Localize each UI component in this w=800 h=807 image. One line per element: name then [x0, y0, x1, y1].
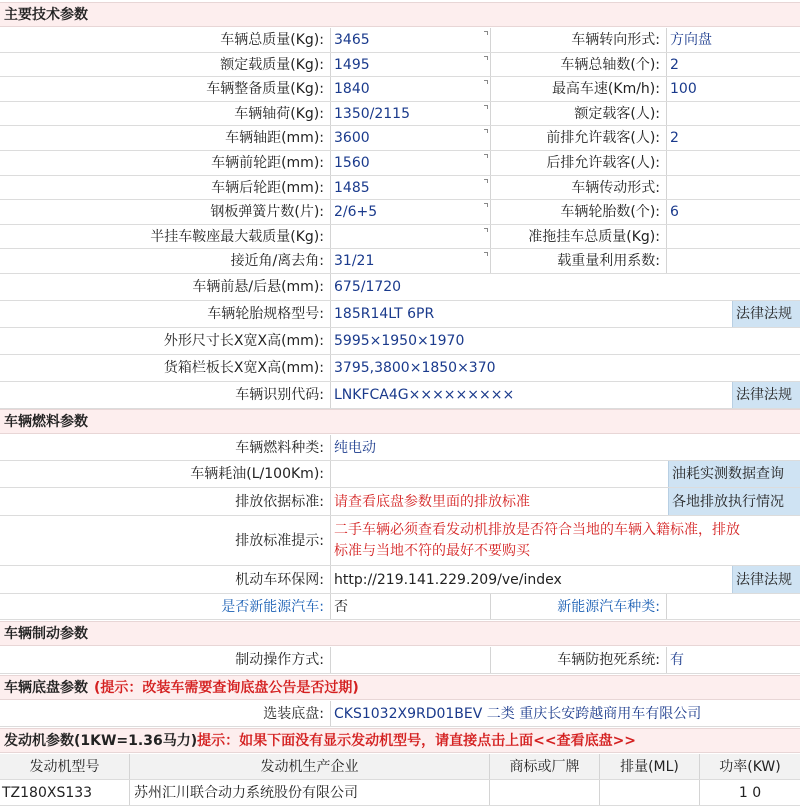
spec-row [0, 77, 800, 102]
spec-row [0, 151, 800, 176]
spec-value-left: 1840 [330, 77, 490, 101]
engine-power: 1 0 [738, 785, 762, 801]
spec-label-right: 载重量利用系数: [490, 249, 666, 273]
new-energy-value: 否 [330, 594, 490, 619]
spec-label-right: 最高车速(Km/h): [490, 77, 666, 101]
spec-value-right [666, 249, 800, 273]
fuel-consumption-query-link[interactable]: 油耗实测数据查询 [668, 461, 800, 487]
spec-value-right [666, 151, 800, 175]
engine-table-row [0, 780, 800, 806]
spec-wide-row [0, 274, 800, 301]
spec-label-left: 车辆前轮距(mm): [211, 155, 324, 171]
spec-label-right: 车辆转向形式: [490, 28, 666, 52]
fuel-type-label: 车辆燃料种类: [235, 440, 324, 456]
spec-wide-label: 外形尺寸长X宽X高(mm): [163, 333, 324, 349]
spec-row [0, 249, 800, 274]
spec-wide-row [0, 382, 800, 409]
spec-value-right: 方向盘 [666, 28, 800, 52]
spec-label-right: 准拖挂车总质量(Kg): [490, 225, 666, 248]
emission-hint-row [0, 516, 800, 566]
abs-label: 车辆防抱死系统: [490, 647, 666, 673]
new-energy-type-value [666, 594, 800, 619]
spec-wide-row [0, 328, 800, 355]
corner-mark [484, 179, 488, 183]
spec-label-left: 车辆轴荷(Kg): [234, 106, 324, 122]
engine-title-text: 发动机参数(1KW=1.36马力) [4, 733, 198, 749]
engine-maker: 苏州汇川联合动力系统股份有限公司 [130, 780, 490, 805]
corner-mark [484, 129, 488, 133]
spec-wide-value: 185R14LT 6PR [330, 301, 732, 327]
spec-label-right: 车辆传动形式: [490, 176, 666, 199]
new-energy-row [0, 594, 800, 620]
regional-emission-link[interactable]: 各地排放执行情况 [668, 488, 800, 515]
new-energy-type-label: 新能源汽车种类: [490, 594, 666, 619]
spec-wide-row [0, 355, 800, 382]
spec-wide-value: 5995×1950×1970 [330, 328, 732, 354]
corner-mark [484, 56, 488, 60]
spec-value-left [330, 225, 490, 248]
spec-value-right: 100 [666, 77, 800, 101]
spec-label-right: 额定载客(人): [490, 102, 666, 125]
emission-hint-line-1: 二手车辆必须查看发动机排放是否符合当地的车辆入籍标准，排放 [334, 522, 740, 538]
spec-label-left: 接近角/离去角: [230, 253, 324, 269]
corner-mark [484, 105, 488, 109]
spec-value-right: 2 [666, 53, 800, 76]
spec-row [0, 102, 800, 126]
emission-standard-label: 排放依据标准: [235, 494, 324, 510]
spec-label-right: 车辆总轴数(个): [490, 53, 666, 76]
chassis-value[interactable]: CKS1032X9RD01BEV 二类 重庆长安跨越商用车有限公司 [330, 701, 800, 726]
env-website-law-link[interactable]: 法律法规 [732, 566, 800, 593]
brake-op-value [330, 647, 490, 673]
engine-header-model: 发动机型号 [0, 754, 130, 779]
spec-label-right: 前排允许载客(人): [490, 126, 666, 150]
emission-standard-value: 请查看底盘参数里面的排放标准 [330, 488, 668, 515]
spec-value-left: 1485 [330, 176, 490, 199]
section-chassis-title [0, 675, 800, 700]
spec-value-right: 6 [666, 200, 800, 224]
spec-wide-row [0, 301, 800, 328]
corner-mark [484, 203, 488, 207]
law-link[interactable]: 法律法规 [732, 382, 800, 408]
spec-label-right: 车辆轮胎数(个): [490, 200, 666, 224]
engine-header-maker: 发动机生产企业 [130, 754, 490, 779]
section-main-title: 主要技术参数 [0, 2, 800, 27]
spec-value-right [666, 176, 800, 199]
engine-header-brand: 商标或厂牌 [490, 754, 600, 779]
section-brake-title: 车辆制动参数 [0, 621, 800, 646]
fuel-type-row [0, 435, 800, 461]
engine-tip[interactable]: 提示：如果下面没有显示发动机型号，请直接点击上面<<查看底盘>> [197, 733, 637, 749]
corner-mark [484, 154, 488, 158]
spec-row [0, 53, 800, 77]
chassis-title-text: 车辆底盘参数 [4, 680, 88, 696]
spec-wide-label: 车辆识别代码: [235, 387, 324, 403]
spec-wide-label: 车辆前悬/后悬(mm): [192, 279, 324, 295]
engine-header-displacement: 排量(ML) [600, 754, 700, 779]
spec-row [0, 28, 800, 53]
spec-label-left: 额定载质量(Kg): [220, 57, 324, 73]
engine-displacement [600, 780, 700, 805]
abs-value: 有 [666, 647, 800, 673]
corner-mark [484, 228, 488, 232]
spec-row [0, 225, 800, 249]
spec-row [0, 200, 800, 225]
spec-wide-label: 货箱栏板长X宽X高(mm): [163, 360, 324, 376]
engine-table-header [0, 754, 800, 780]
spec-label-left: 车辆整备质量(Kg): [206, 81, 324, 97]
spec-label-left: 车辆轴距(mm): [225, 130, 324, 146]
emission-hint-line-2: 标准与当地不符的最好不要购买 [334, 543, 530, 559]
fuel-consumption-value [330, 461, 668, 487]
fuel-consumption-label: 车辆耗油(L/100Km): [190, 466, 324, 482]
spec-label-left: 钢板弹簧片数(片): [210, 204, 324, 220]
section-fuel-title: 车辆燃料参数 [0, 409, 800, 434]
spec-label-right: 后排允许载客(人): [490, 151, 666, 175]
fuel-type-value: 纯电动 [330, 435, 800, 460]
fuel-consumption-row [0, 461, 800, 488]
section-engine-title [0, 728, 800, 753]
engine-header-power: 功率(KW) [719, 759, 781, 775]
spec-value-left: 31/21 [330, 249, 490, 273]
engine-model: TZ180XS133 [0, 780, 130, 805]
spec-value-left: 3600 [330, 126, 490, 150]
spec-wide-label: 车辆轮胎规格型号: [207, 306, 324, 322]
env-website-row [0, 566, 800, 594]
engine-brand [490, 780, 600, 805]
emission-standard-row [0, 488, 800, 516]
spec-wide-value: LNKFCA4G××××××××× [330, 382, 732, 408]
spec-value-right [666, 225, 800, 248]
emission-hint-text [330, 516, 800, 565]
chassis-label: 选装底盘: [263, 706, 324, 722]
spec-row [0, 126, 800, 151]
brake-row [0, 647, 800, 674]
spec-value-left: 1560 [330, 151, 490, 175]
spec-label-left: 车辆后轮距(mm): [211, 180, 324, 196]
chassis-row [0, 701, 800, 727]
corner-mark [484, 31, 488, 35]
spec-wide-value: 3795,3800×1850×370 [330, 355, 732, 381]
env-website-url[interactable]: http://219.141.229.209/ve/index [330, 566, 732, 593]
spec-value-right [666, 102, 800, 125]
spec-label-left: 半挂车鞍座最大载质量(Kg): [150, 229, 324, 245]
spec-value-right: 2 [666, 126, 800, 150]
spec-wide-value: 675/1720 [330, 274, 732, 300]
spec-value-left: 3465 [330, 28, 490, 52]
env-website-label: 机动车环保网: [235, 572, 324, 588]
brake-op-label: 制动操作方式: [235, 652, 324, 668]
emission-hint-label: 排放标准提示: [235, 533, 324, 549]
new-energy-label: 是否新能源汽车: [221, 599, 324, 615]
spec-label-left: 车辆总质量(Kg): [220, 32, 324, 48]
law-link[interactable]: 法律法规 [732, 301, 800, 327]
chassis-tip: (提示：改装车需要查询底盘公告是否过期) [94, 680, 359, 696]
spec-row [0, 176, 800, 200]
corner-mark [484, 252, 488, 256]
spec-value-left: 1495 [330, 53, 490, 76]
spec-value-left: 1350/2115 [330, 102, 490, 125]
spec-value-left: 2/6+5 [330, 200, 490, 224]
corner-mark [484, 80, 488, 84]
